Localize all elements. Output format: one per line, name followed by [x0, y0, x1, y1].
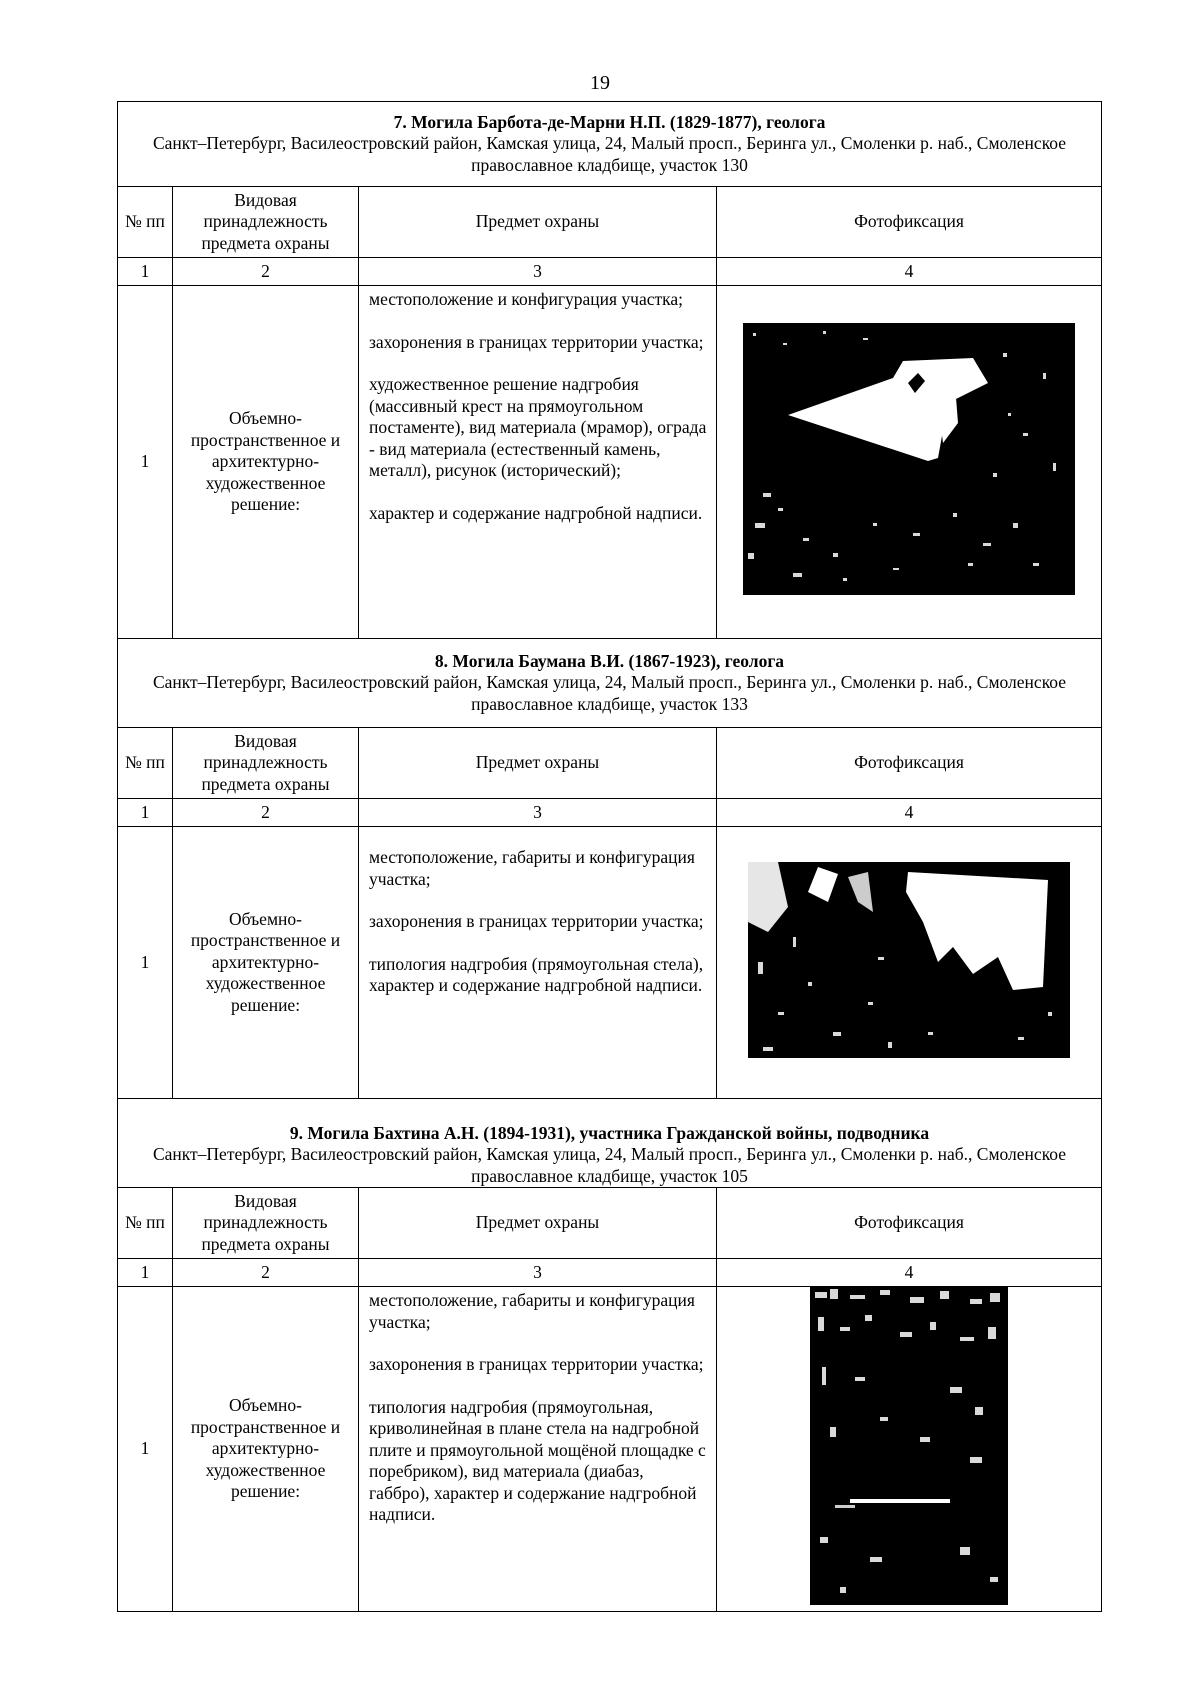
col-header-num: № пп — [118, 1188, 173, 1259]
object-title: 8. Могила Баумана В.И. (1867-1923), геолога — [434, 650, 785, 671]
object-address: Санкт–Петербург, Василеостровский район, Камская улица, 24, Малый просп., Беринга ул., Смоленки р. наб., Смоленское православное кладбище, участок 130 — [152, 133, 1067, 175]
column-number-row — [118, 799, 1102, 827]
subject-item: захоронения в границах территории участка; — [369, 1354, 704, 1374]
table-row — [118, 1287, 1102, 1612]
row-number: 1 — [118, 827, 173, 1099]
col-header-type: Видовая принадлежность предмета охраны — [173, 728, 359, 799]
col-number: 1 — [118, 1259, 173, 1287]
col-number: 4 — [717, 258, 1102, 286]
col-number: 2 — [173, 258, 359, 286]
subject-item: захоронения в границах территории участка; — [369, 331, 704, 352]
subject-item: характер и содержание надгробной надписи. — [369, 502, 703, 523]
col-header-photo: Фотофиксация — [717, 1188, 1102, 1259]
type-cell: Объемно-пространственное и архитектурно-художественное решение: — [173, 1287, 359, 1612]
object-title: 9. Могила Бахтина А.Н. (1894-1931), участника Гражданской войны, подводника — [289, 1122, 930, 1143]
subject-item: местоположение и конфигурация участка; — [369, 289, 684, 309]
col-header-subject: Предмет охраны — [359, 187, 717, 258]
grave-photo — [810, 1287, 1008, 1605]
object-address: Санкт–Петербург, Василеостровский район, Камская улица, 24, Малый просп., Беринга ул., Смоленки р. наб., Смоленское православное кладбище, участок 133 — [152, 672, 1067, 714]
col-number: 2 — [173, 799, 359, 827]
row-number: 1 — [118, 1287, 173, 1612]
subject-item: типология надгробия (прямоугольная, криволинейная в плане стела на надгробной плите и прямоугольной мощёной площадке с поребриком), вид материала (диабаз, габбро), характер и содержание надгробной надписи. — [369, 1396, 706, 1524]
subject-item: типология надгробия (прямоугольная стела), характер и содержание надгробной надписи. — [369, 953, 704, 995]
col-header-photo: Фотофиксация — [717, 187, 1102, 258]
col-number: 2 — [173, 1259, 359, 1287]
column-header-row — [118, 187, 1102, 258]
subject-cell — [359, 1287, 717, 1612]
row-number: 1 — [118, 286, 173, 639]
col-number: 4 — [717, 1259, 1102, 1287]
object-header — [118, 639, 1102, 728]
photo-cell — [717, 286, 1102, 639]
object-header — [118, 1099, 1102, 1188]
col-header-type: Видовая принадлежность предмета охраны — [173, 187, 359, 258]
col-number: 3 — [359, 799, 717, 827]
object-title: 7. Могила Барбота-де-Марни Н.П. (1829-1877), геолога — [393, 111, 826, 132]
col-header-subject: Предмет охраны — [359, 728, 717, 799]
photo-cell — [717, 1287, 1102, 1612]
subject-cell — [359, 827, 717, 1099]
page-number: 19 — [590, 72, 610, 94]
object-header-row — [118, 102, 1102, 187]
grave-photo — [743, 323, 1075, 595]
col-header-type: Видовая принадлежность предмета охраны — [173, 1188, 359, 1259]
subject-item: местоположение, габариты и конфигурация участка; — [369, 1290, 695, 1332]
column-header-row — [118, 1188, 1102, 1259]
column-number-row — [118, 1259, 1102, 1287]
col-header-num: № пп — [118, 187, 173, 258]
subject-item: художественное решение надгробия (массивный крест на прямоугольном постаменте), вид материала (мрамор), ограда - вид материала (естественный камень, металл), рисунок (исторический); — [369, 374, 707, 480]
object-address: Санкт–Петербург, Василеостровский район, Камская улица, 24, Малый просп., Беринга ул., Смоленки р. наб., Смоленское православное кладбище, участок 105 — [152, 1144, 1067, 1186]
object-header-row — [118, 639, 1102, 728]
photo-cell — [717, 827, 1102, 1099]
grave-photo — [748, 862, 1070, 1058]
col-number: 3 — [359, 258, 717, 286]
protection-table — [117, 101, 1102, 1612]
subject-item: захоронения в границах территории участка; — [369, 911, 704, 931]
object-header-row — [118, 1099, 1102, 1188]
object-header — [118, 102, 1102, 187]
column-header-row — [118, 728, 1102, 799]
col-header-num: № пп — [118, 728, 173, 799]
table-row — [118, 827, 1102, 1099]
col-header-photo: Фотофиксация — [717, 728, 1102, 799]
column-number-row — [118, 258, 1102, 286]
col-number: 3 — [359, 1259, 717, 1287]
table-row — [118, 286, 1102, 639]
type-cell: Объемно-пространственное и архитектурно-художественное решение: — [173, 286, 359, 639]
type-cell: Объемно-пространственное и архитектурно-художественное решение: — [173, 827, 359, 1099]
subject-cell — [359, 286, 717, 639]
col-number: 4 — [717, 799, 1102, 827]
col-header-subject: Предмет охраны — [359, 1188, 717, 1259]
col-number: 1 — [118, 799, 173, 827]
col-number: 1 — [118, 258, 173, 286]
subject-item: местоположение, габариты и конфигурация участка; — [369, 847, 695, 889]
